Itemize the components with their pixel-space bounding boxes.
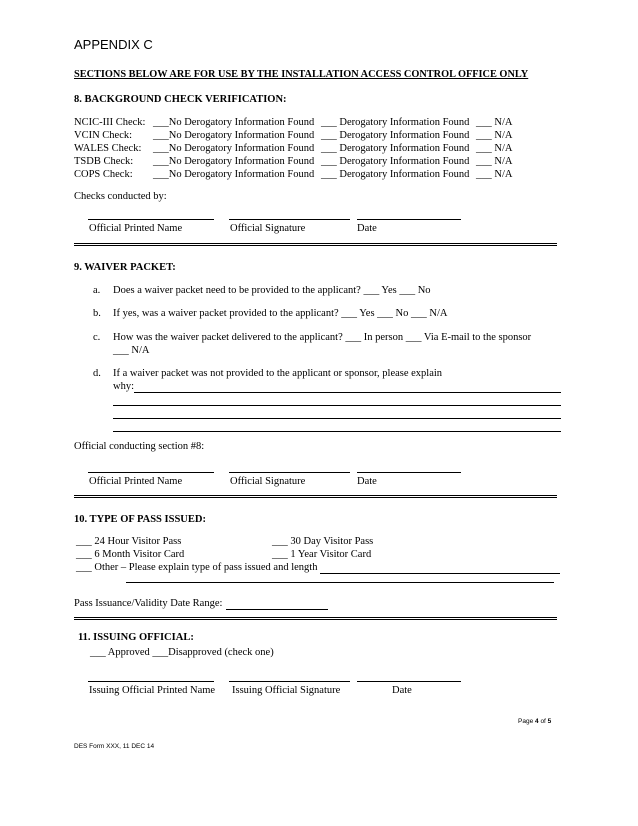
waiver-needed-question: Does a waiver packet need to be provided to the applicant? ___ Yes ___ No <box>113 285 431 296</box>
no-derog-option[interactable]: ___No Derogatory Information Found <box>153 156 315 167</box>
office-use-notice: SECTIONS BELOW ARE FOR USE BY THE INSTALLATION ACCESS CONTROL OFFICE ONLY <box>74 69 529 80</box>
item-letter: d. <box>93 368 101 379</box>
printed-name-field[interactable] <box>88 681 214 682</box>
date-label: Date <box>357 476 377 487</box>
no-derog-option[interactable]: ___No Derogatory Information Found <box>153 169 315 180</box>
derog-option[interactable]: ___ Derogatory Information Found <box>321 156 470 167</box>
signature-field[interactable] <box>229 681 350 682</box>
signature-field[interactable] <box>229 219 350 220</box>
section-divider <box>74 495 557 498</box>
explanation-line[interactable] <box>113 431 561 432</box>
na-option[interactable]: ___ N/A <box>476 169 513 180</box>
delivery-method-question: How was the waiver packet delivered to the applicant? ___ In person ___ Via E-mail to the sponsor <box>113 332 532 343</box>
no-derog-option[interactable]: ___No Derogatory Information Found <box>153 143 315 154</box>
item-letter: c. <box>93 332 101 343</box>
item-letter: b. <box>93 308 101 319</box>
section9-header: 9. WAIVER PACKET: <box>74 262 176 273</box>
approval-options[interactable]: ___ Approved ___Disapproved (check one) <box>90 647 274 658</box>
printed-name-label: Official Printed Name <box>89 476 183 487</box>
check-label: WALES Check: <box>74 143 142 154</box>
explanation-line[interactable] <box>134 392 561 393</box>
no-derog-option[interactable]: ___No Derogatory Information Found <box>153 130 315 141</box>
date-range-label: Pass Issuance/Validity Date Range: <box>74 598 223 609</box>
section11-header: 11. ISSUING OFFICIAL: <box>78 632 194 643</box>
form-identifier: DES Form XXX, 11 DEC 14 <box>74 743 155 750</box>
date-field[interactable] <box>357 219 461 220</box>
explanation-line[interactable] <box>113 405 561 406</box>
na-option[interactable]: ___ N/A <box>476 117 513 128</box>
why-label: why: <box>113 381 134 392</box>
printed-name-label: Issuing Official Printed Name <box>89 685 216 696</box>
printed-name-field[interactable] <box>88 219 214 220</box>
section10-header: 10. TYPE OF PASS ISSUED: <box>74 514 206 525</box>
section-divider <box>74 617 557 620</box>
page-number: 4 <box>535 718 539 725</box>
date-label: Date <box>392 685 412 696</box>
derog-option[interactable]: ___ Derogatory Information Found <box>321 143 470 154</box>
check-label: VCIN Check: <box>74 130 133 141</box>
page-total: 5 <box>547 718 552 725</box>
page-label: Page <box>518 718 534 725</box>
signature-label: Issuing Official Signature <box>232 685 341 696</box>
printed-name-label: Official Printed Name <box>89 223 183 234</box>
signature-field[interactable] <box>229 472 350 473</box>
page-indicator <box>518 718 551 725</box>
date-range-field[interactable] <box>226 609 328 610</box>
pass-option[interactable]: ___ 24 Hour Visitor Pass <box>76 536 182 547</box>
appendix-title: APPENDIX C <box>74 37 153 52</box>
signature-label: Official Signature <box>230 223 306 234</box>
of-label: of <box>540 718 546 725</box>
pass-option[interactable]: ___ 1 Year Visitor Card <box>272 549 372 560</box>
na-option[interactable]: ___ N/A <box>476 130 513 141</box>
delivery-na-option[interactable]: ___ N/A <box>113 345 150 356</box>
derog-option[interactable]: ___ Derogatory Information Found <box>321 117 470 128</box>
signature-label: Official Signature <box>230 476 306 487</box>
section-divider <box>74 243 557 246</box>
date-field[interactable] <box>357 472 461 473</box>
date-label: Date <box>357 223 377 234</box>
no-derog-option[interactable]: ___No Derogatory Information Found <box>153 117 315 128</box>
waiver-provided-question: If yes, was a waiver packet provided to the applicant? ___ Yes ___ No ___ N/A <box>113 308 448 319</box>
printed-name-field[interactable] <box>88 472 214 473</box>
other-explanation-line[interactable] <box>320 573 560 574</box>
check-label: NCIC-III Check: <box>74 117 146 128</box>
section8-header: 8. BACKGROUND CHECK VERIFICATION: <box>74 94 287 105</box>
official-conducting-label: Official conducting section #8: <box>74 441 205 452</box>
check-label: TSDB Check: <box>74 156 134 167</box>
item-letter: a. <box>93 285 101 296</box>
derog-option[interactable]: ___ Derogatory Information Found <box>321 169 470 180</box>
check-label: COPS Check: <box>74 169 133 180</box>
date-field[interactable] <box>357 681 461 682</box>
checks-conducted-label: Checks conducted by: <box>74 191 167 202</box>
other-explanation-line[interactable] <box>126 582 554 583</box>
not-provided-explanation-prompt: If a waiver packet was not provided to the applicant or sponsor, please explain <box>113 368 443 379</box>
pass-option[interactable]: ___ 6 Month Visitor Card <box>76 549 185 560</box>
explanation-line[interactable] <box>113 418 561 419</box>
pass-option-other[interactable]: ___ Other – Please explain type of pass issued and length <box>76 562 318 573</box>
na-option[interactable]: ___ N/A <box>476 143 513 154</box>
na-option[interactable]: ___ N/A <box>476 156 513 167</box>
derog-option[interactable]: ___ Derogatory Information Found <box>321 130 470 141</box>
pass-option[interactable]: ___ 30 Day Visitor Pass <box>272 536 374 547</box>
